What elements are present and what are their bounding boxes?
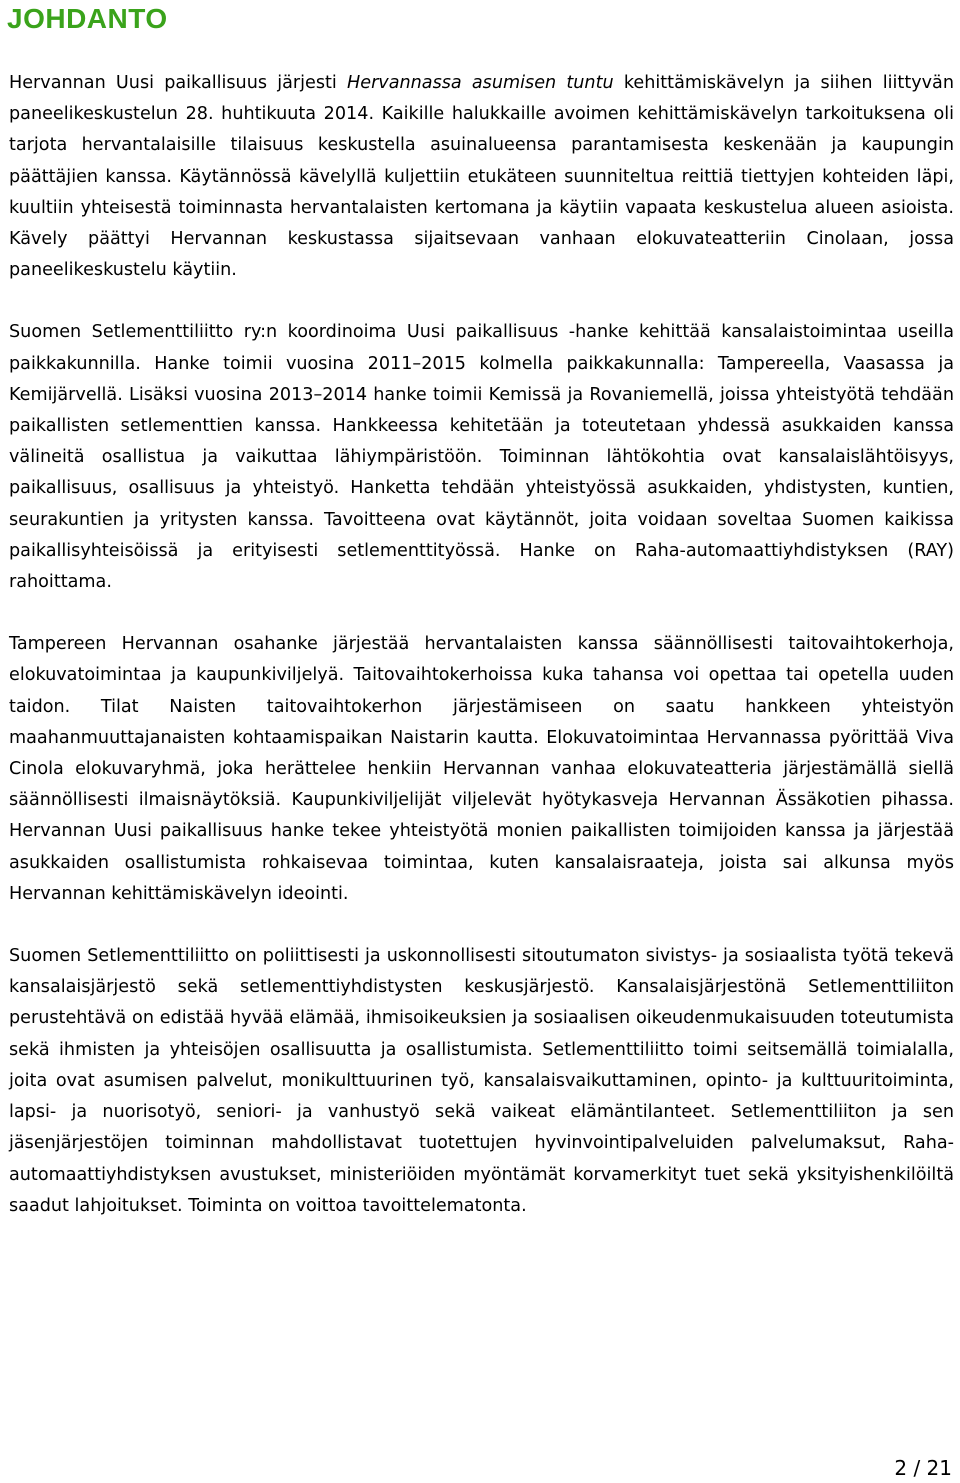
paragraph-project: Suomen Setlementtiliitto ry:n koordinoima Uusi paikallisuus -hanke kehittää kansalaistoimintaa useilla paikkakunnilla. Hanke toimii vuosina 2011–2015 kolmella paikkakunnalla: Tampereella, Vaasassa ja Kemijärvellä. Lisäksi vuosina 2013–2014 hanke toimii Kemissä ja Rovaniemellä, joissa yhteistyötä tehdään paikallisten setlementtien kanssa. Hankkeessa kehitetään ja toteutetaan yhdessä asukkaiden kanssa välineitä osallistua ja vaikuttaa lähiympäristöön. Toiminnan lähtökohtia ovat kansalaislähtöisyys, paikallisuus, osallisuus ja yhteistyö. Hanketta tehdään yhteistyössä asukkaiden, yhdistysten, kuntien, seurakuntien ja yritysten kanssa. Tavoitteena ovat käytännöt, joita voidaan soveltaa Suomen kaikissa paikallisyhteisöissä ja erityisesti setlementtityössä. Hanke on Raha-automaattiyhdistyksen (RAY) rahoittama. [9, 322, 954, 593]
paragraph-intro [9, 68, 954, 286]
event-title: Hervannassa asumisen tuntu [347, 73, 614, 93]
paragraph-organization: Suomen Setlementtiliitto on poliittisesti ja uskonnollisesti sitoutumaton sivistys- ja sosiaalista työtä tekevä kansalaisjärjestö sekä setlementtiyhdistysten keskusjärjestö. Kansalaisjärjestönä Setlementtiliiton perustehtävä on edistää hyvää elämää, ihmisoikeuksien ja sosiaalisen oikeudenmukaisuuden toteutumista sekä ihmisten ja yhteisöjen osallisuutta ja osallistumista. Setlementtiliitto toimi seitsemällä toimialalla, joita ovat asumisen palvelut, monikulttuurinen työ, kansalaisvaikuttaminen, opinto- ja kulttuuritoiminta, lapsi- ja nuorisotyö, seniori- ja vanhustyö sekä vaikeat elämäntilanteet. Setlementtiliiton ja sen jäsenjärjestöjen toiminnan mahdollistavat tuotettujen hyvinvointipalveluiden palvelumaksut, Raha-automaattiyhdistyksen avustukset, ministeriöiden myöntämät korvamerkityt tuet sekä yksityishenkilöiltä saadut lahjoitukset. Toiminta on voittoa tavoittelematonta. [9, 946, 954, 1216]
section-heading: JOHDANTO [7, 3, 168, 34]
paragraph-intro-text-start: Hervannan Uusi paikallisuus järjesti [9, 73, 348, 93]
body-text [9, 68, 954, 1253]
paragraph-hervanta: Tampereen Hervannan osahanke järjestää hervantalaisten kanssa säännöllisesti taitovaihtokerhoja, elokuvatoimintaa ja kaupunkiviljelyä. Taitovaihtokerhoissa kuka tahansa voi opettaa tai opetella uuden taidon. Tilat Naisten taitovaihtokerhon järjestämiseen on saatu hankkeen yhteistyön maahanmuuttajanaisten kohtaamispaikan Naistarin kautta. Elokuvatoimintaa Hervannassa pyörittää Viva Cinola elokuvaryhmä, joka herättelee henkiin Hervannan vanhaa elokuvateatteria järjestämällä siellä säännöllisesti ilmaisnäytöksiä. Kaupunkiviljelijät viljelevät hyötykasveja Hervannan Ässäkotien pihassa. Hervannan Uusi paikallisuus hanke tekee yhteistyötä monien paikallisten toimijoiden kanssa ja järjestää asukkaiden osallistumista rohkaisevaa toimintaa, kuten kansalaisraateja, joista sai alkunsa myös Hervannan kehittämiskävelyn ideointi. [9, 634, 954, 904]
page-number: 2 / 21 [894, 1456, 952, 1480]
paragraph-intro-text-end: kehittämiskävelyn ja siihen liittyvän paneelikeskustelun 28. huhtikuuta 2014. Kaikille halukkaille avoimen kehittämiskävelyn tarkoituksena oli tarjota hervantalaisille tilaisuus keskustella asuinalueensa parantamisesta keskenään ja kaupungin päättäjien kanssa. Käytännössä kävelyllä kuljettiin etukäteen suunniteltua reittiä tiettyjen kohteiden läpi, kuultiin yhteisestä toiminnasta hervantalaisten kertomana ja käytiin vapaata keskustelua alueen asioista. Kävely päättyi Hervannan keskustassa sijaitsevaan vanhaan elokuvateatteriin Cinolaan, jossa paneelikeskustelu käytiin. [9, 73, 954, 281]
